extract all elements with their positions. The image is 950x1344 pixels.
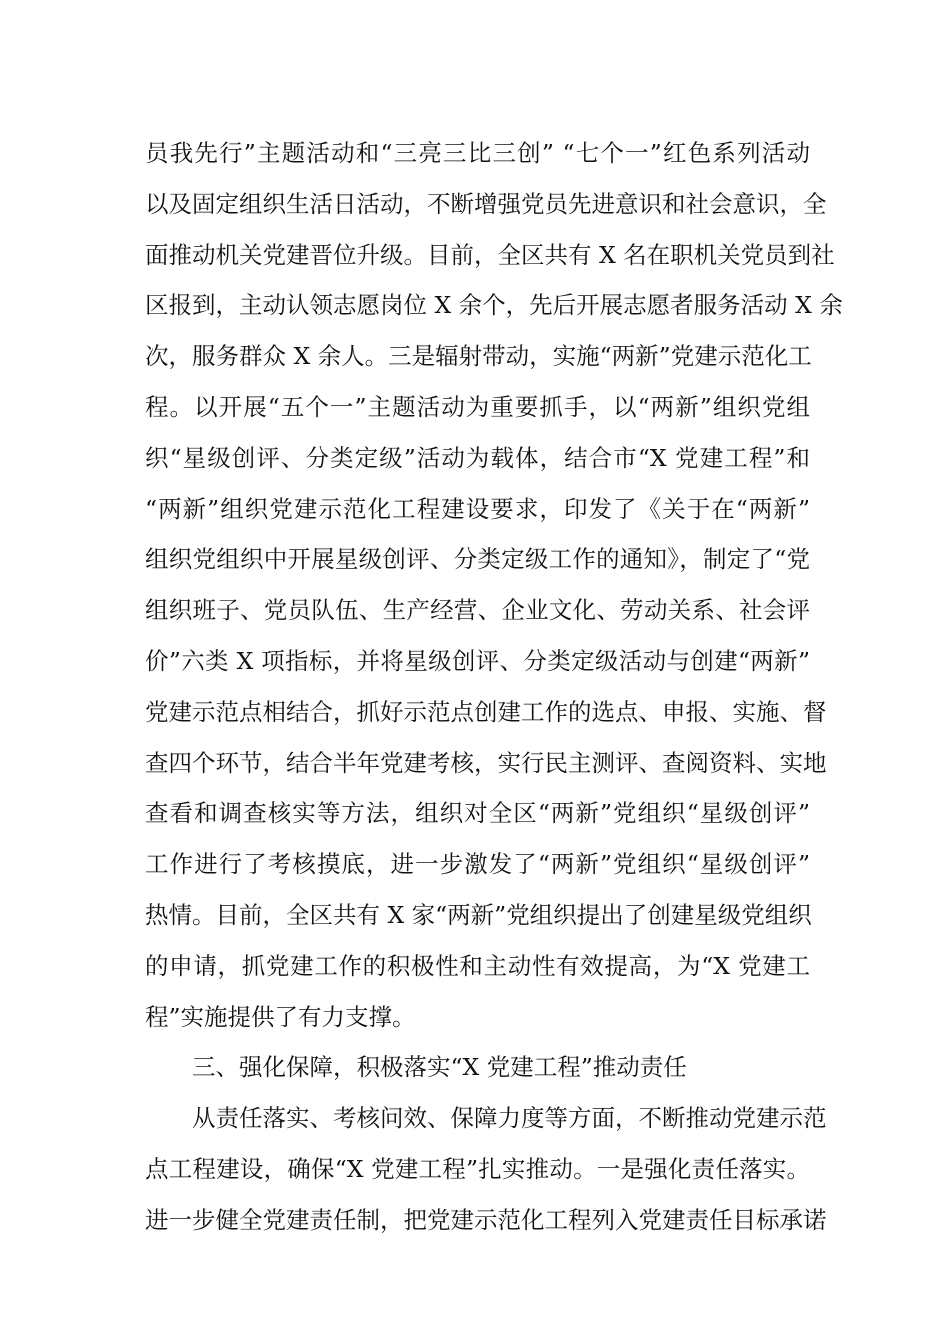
text-line: 组织班子、党员队伍、生产经营、企业文化、劳动关系、社会评 bbox=[145, 596, 810, 625]
text-line: “两新”组织党建示范化工程建设要求，印发了《关于在“两新” bbox=[145, 494, 810, 523]
text-line: 的申请，抓党建工作的积极性和主动性有效提高，为“X 党建工 bbox=[145, 951, 810, 980]
section-heading: 三、强化保障，积极落实“X 党建工程”推动责任 bbox=[192, 1053, 687, 1082]
text-line: 次，服务群众 X 余人。三是辐射带动，实施“两新”党建示范化工 bbox=[145, 342, 812, 371]
text-line: 进一步健全党建责任制，把党建示范化工程列入党建责任目标承诺 bbox=[145, 1205, 827, 1234]
text-line: 区报到，主动认领志愿岗位 X 余个，先后开展志愿者服务活动 X 余 bbox=[145, 291, 843, 320]
text-line: 查四个环节，结合半年党建考核，实行民主测评、查阅资料、实地 bbox=[145, 748, 827, 777]
text-line: 组织党组织中开展星级创评、分类定级工作的通知》，制定了“党 bbox=[145, 545, 810, 574]
text-line: 价”六类 X 项指标，并将星级创评、分类定级活动与创建“两新” bbox=[145, 646, 810, 675]
text-line: 查看和调查核实等方法，组织对全区“两新”党组织“星级创评” bbox=[145, 799, 810, 828]
text-line: 党建示范点相结合，抓好示范点创建工作的选点、申报、实施、督 bbox=[145, 697, 827, 726]
section-heading-3 bbox=[145, 1042, 810, 1093]
text-line: 员我先行”主题活动和“三亮三比三创” “七个一”红色系列活动 bbox=[145, 139, 810, 167]
text-line: 热情。目前，全区共有 X 家“两新”党组织提出了创建星级党组织 bbox=[145, 900, 812, 929]
paragraph-2 bbox=[145, 1093, 827, 1245]
text-line: 织“星级创评、分类定级”活动为载体，结合市“X 党建工程”和 bbox=[145, 443, 810, 472]
text-line: 面推动机关党建晋位升级。目前，全区共有 X 名在职机关党员到社 bbox=[145, 240, 835, 269]
text-line: 点工程建设，确保“X 党建工程”扎实推动。一是强化责任落实。 bbox=[145, 1154, 810, 1183]
text-line: 工作进行了考核摸底，进一步激发了“两新”党组织“星级创评” bbox=[145, 850, 810, 879]
text-line: 程。以开展“五个一”主题活动为重要抓手，以“两新”组织党组 bbox=[145, 392, 810, 421]
text-line: 程”实施提供了有力支撑。 bbox=[145, 1002, 416, 1031]
document-body bbox=[145, 128, 843, 1246]
text-line: 以及固定组织生活日活动，不断增强党员先进意识和社会意识，全 bbox=[145, 189, 827, 218]
paragraph-1 bbox=[145, 128, 843, 1042]
text-line: 从责任落实、考核问效、保障力度等方面，不断推动党建示范 bbox=[192, 1104, 827, 1133]
